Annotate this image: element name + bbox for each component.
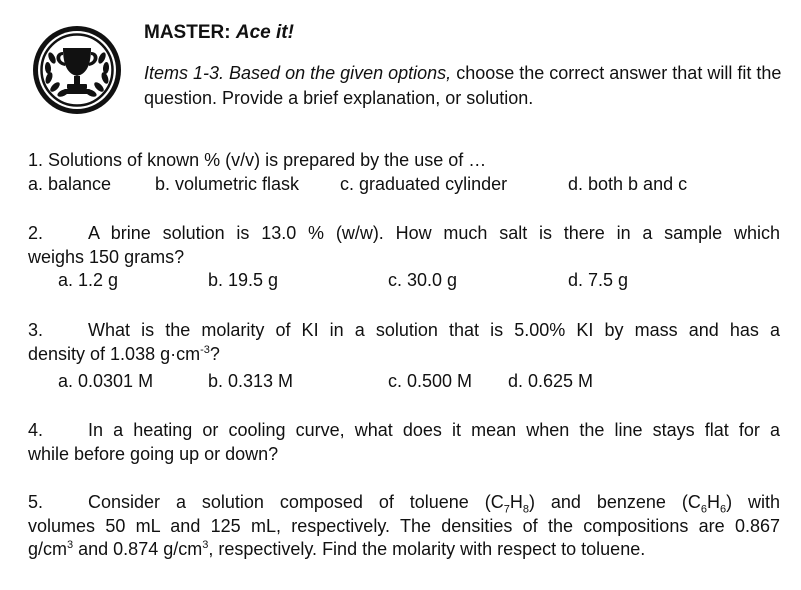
q5-sub-4: 6 xyxy=(719,503,727,516)
q5-sub-2: 8 xyxy=(522,503,529,516)
q2-line1-text: A brine solution is 13.0 % (w/w). How much salt is there in a sample which xyxy=(88,223,780,243)
q4-stem xyxy=(28,419,780,466)
q3-line1-text: What is the molarity of KI in a solution that is 5.00% KI by mass and has a xyxy=(88,320,780,340)
q4-line1 xyxy=(28,419,780,443)
q5-stem xyxy=(28,491,780,562)
q5-line2: volumes 50 mL and 125 mL, respectively. The densities of the compositions are 0.867 xyxy=(28,515,780,536)
q5-sup-1: 3 xyxy=(67,539,74,551)
q5-l3-b: and 0.874 g/cm xyxy=(73,539,203,559)
q2-option-b: b. 19.5 g xyxy=(208,270,279,290)
q3-option-b: b. 0.313 M xyxy=(208,371,294,391)
q5-sup-2: 3 xyxy=(202,539,209,551)
trophy-laurel-logo-icon xyxy=(32,24,122,116)
q3-option-a: a. 0.0301 M xyxy=(58,371,154,391)
q5-number: 5. xyxy=(28,492,44,512)
q5-sub-3: 6 xyxy=(700,503,707,516)
instructions-text: choose the correct answer that will fit the question. Provide a brief explanation, or solution. xyxy=(144,63,782,108)
q2-option-c: c. 30.0 g xyxy=(388,270,458,290)
q5-l1-c: ) and benzene (C xyxy=(528,492,701,512)
q3-option-d: d. 0.625 M xyxy=(508,371,594,391)
q5-line1 xyxy=(28,491,780,515)
q1-option-d: d. both b and c xyxy=(568,174,688,194)
q2-option-d: d. 7.5 g xyxy=(568,270,629,290)
q5-l3-a: g/cm xyxy=(28,539,68,559)
q1-option-c: c. graduated cylinder xyxy=(340,174,508,194)
q2-number: 2. xyxy=(28,223,44,243)
q5-l1-b: H xyxy=(509,492,523,512)
q3-line2-end: ? xyxy=(209,343,220,364)
q4-line1-text: In a heating or cooling curve, what does it mean when the line stays flat for a xyxy=(88,420,780,440)
q5-sub-1: 7 xyxy=(503,503,510,516)
q4-line2: while before going up or down? xyxy=(28,443,279,464)
q1-stem: 1. Solutions of known % (v/v) is prepared by the use of … xyxy=(28,150,487,170)
q5-l3-c: , respectively. Find the molarity with respect to toluene. xyxy=(208,539,646,559)
page-title xyxy=(144,22,294,44)
q5-l1-a: Consider a solution composed of toluene (C xyxy=(88,492,504,512)
q3-line2 xyxy=(28,343,780,367)
q2-stem xyxy=(28,222,780,269)
q2-line2: weighs 150 grams? xyxy=(28,246,185,267)
q3-stem xyxy=(28,319,780,366)
q5-line3 xyxy=(28,538,780,562)
title-bold: MASTER: xyxy=(144,22,231,43)
q2-option-a: a. 1.2 g xyxy=(58,270,119,290)
q2-line1 xyxy=(28,222,780,246)
instructions xyxy=(144,61,784,111)
q4-number: 4. xyxy=(28,420,44,440)
q3-line2-text: density of 1.038 g·cm xyxy=(28,343,201,364)
q3-option-c: c. 0.500 M xyxy=(388,371,473,391)
q3-superscript: -3 xyxy=(200,343,210,356)
q3-line1 xyxy=(28,319,780,343)
q3-number: 3. xyxy=(28,320,44,340)
instructions-italic: Items 1-3. Based on the given options, xyxy=(144,63,452,83)
q5-l1-e: ) with xyxy=(726,492,780,512)
q1-option-a: a. balance xyxy=(28,174,112,194)
q5-l1-d: H xyxy=(706,492,720,512)
title-italic: Ace it! xyxy=(235,22,294,43)
q1-option-b: b. volumetric flask xyxy=(155,174,300,194)
